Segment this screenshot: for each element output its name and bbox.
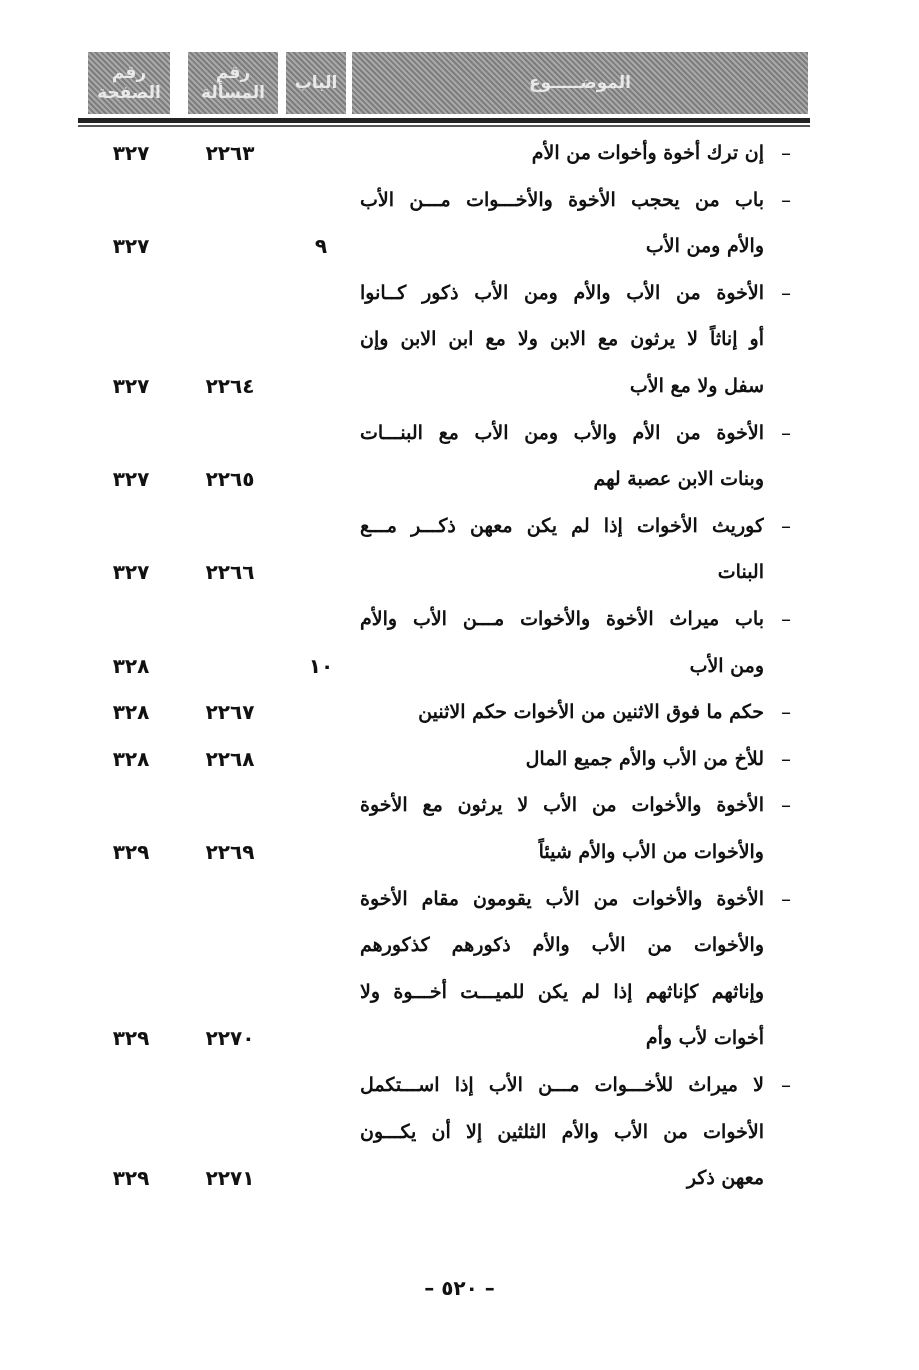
index-row [0,922,919,968]
entry-dash: – [781,607,791,631]
entry-page-number: ٣٢٨ [112,700,150,725]
entry-chapter-number [286,736,356,782]
index-row [0,1109,919,1155]
entry-page-number: ٣٢٧ [112,560,150,585]
entry-chapter-number [286,177,356,223]
entry-title: الأخوات من الأب والأم الثلثين إلا أن يكـــون [360,1120,764,1143]
entry-issue-number: ٢٢٧١ [205,1166,255,1191]
entry-title: سفل ولا مع الأب [629,375,764,397]
index-row [0,363,919,409]
entry-issue-number [190,1109,270,1155]
entry-page-number [96,177,166,223]
entry-dash: – [781,280,791,305]
entry-dash [772,549,800,595]
entry-issue-number: ٢٢٦٤ [205,374,255,398]
header-chapter [286,52,346,114]
entry-dash: – [781,420,791,445]
entry-title: الأخوة من الأم والأب ومن الأب مع البنـــات [360,421,764,444]
entry-title: الأخوة والأخوات من الأب لا يرثون مع الأخوة [360,794,764,817]
entry-chapter-number [286,410,356,456]
index-row [0,223,919,269]
index-row [0,782,919,828]
entry-dash: – [781,886,791,911]
index-row [0,1155,919,1201]
entry-dash [772,643,800,689]
entry-title: باب ميراث الأخوة والأخوات مـــن الأب والأم [360,608,764,630]
index-row [0,1015,919,1061]
entry-issue-number: ٢٢٦٧ [205,700,255,725]
entry-chapter-number [286,782,356,828]
entry-chapter-number [286,456,356,502]
entry-title: أو إناثاً لا يرثون مع الابن ولا مع ابن الابن وإن [360,328,764,351]
header-page-no [88,52,170,114]
header-issue-line1: رقم [215,63,251,83]
entry-page-number [96,876,166,922]
header-issue-line2: المسألة [201,83,265,103]
entry-page-number: ٣٢٧ [112,141,150,165]
entry-issue-number [190,969,270,1015]
index-row [0,1062,919,1108]
entry-dash: – [781,746,791,771]
index-row [0,643,919,689]
entry-page-number [96,922,166,968]
entry-issue-number [190,876,270,922]
index-row [0,829,919,875]
entry-title: للأخ من الأب والأم جميع المال [525,747,764,770]
entry-title: البنات [717,561,764,584]
entry-issue-number [190,596,270,642]
entry-issue-number [190,643,270,689]
entry-issue-number [190,503,270,549]
entry-issue-number: ٢٢٦٣ [205,141,255,165]
entry-dash: – [781,793,791,818]
entry-dash [772,1109,800,1155]
entry-page-number: ٣٢٩ [112,1026,150,1051]
entry-chapter-number [286,316,356,362]
index-row [0,270,919,316]
header-page-line2: الصفحة [97,83,161,103]
entry-chapter-number [286,922,356,968]
entry-page-number [96,270,166,316]
entry-issue-number [190,177,270,223]
entry-dash: – [781,513,791,538]
entry-title: معهن ذكر [686,1167,764,1190]
entry-chapter-number [286,689,356,735]
entry-dash [772,363,800,409]
entry-chapter-number [286,876,356,922]
index-row [0,503,919,549]
entry-title: والأخوات من الأب والأم شيئاً [538,841,764,863]
header-rule-thick [78,118,810,123]
index-row [0,736,919,782]
entry-chapter-number [286,363,356,409]
entry-page-number: ٣٢٧ [112,374,150,398]
entry-page-number: ٣٢٧ [112,467,150,492]
header-topic [352,52,808,114]
entry-chapter-number [286,1109,356,1155]
index-row [0,130,919,176]
entry-dash [772,829,800,875]
index-row [0,549,919,595]
entry-page-number: ٣٢٨ [112,746,150,771]
entry-title: حكم ما فوق الاثنين من الأخوات حكم الاثنين [418,701,764,724]
index-row [0,596,919,642]
entry-dash [772,1155,800,1201]
entry-page-number [96,503,166,549]
entry-issue-number: ٢٢٦٥ [205,467,255,492]
entry-page-number [96,782,166,828]
header-rule-thin [78,125,810,127]
entry-dash: – [781,187,791,212]
entry-chapter-number: ٩ [314,234,328,259]
index-row [0,177,919,223]
entry-dash [772,969,800,1015]
index-row [0,456,919,502]
entry-page-number: ٣٢٨ [112,653,150,678]
page-number: – ٥٢٠ – [424,1276,495,1300]
entry-dash [772,456,800,502]
entry-issue-number [190,922,270,968]
entry-issue-number [190,410,270,456]
entry-dash [772,316,800,362]
entry-dash [772,223,800,269]
entry-dash: – [781,1073,791,1097]
index-row [0,876,919,922]
entry-title: الأخوة والأخوات من الأب يقومون مقام الأخوة [360,887,764,910]
entry-issue-number: ٢٢٦٨ [205,746,255,771]
entry-chapter-number [286,130,356,176]
header-topic-label: الموضـــــوع [528,73,632,93]
entry-issue-number: ٢٢٧٠ [205,1026,255,1051]
entry-page-number [96,410,166,456]
entry-chapter-number [286,503,356,549]
entry-title: إن ترك أخوة وأخوات من الأم [531,142,764,164]
entry-chapter-number [286,1062,356,1108]
entry-issue-number: ٢٢٦٦ [205,560,255,585]
header-page-line1: رقم [111,63,147,83]
entry-dash [772,922,800,968]
entry-chapter-number [286,1015,356,1061]
entry-chapter-number [286,270,356,316]
header-chapter-label: الباب [294,73,338,93]
entry-title: الأخوة من الأب والأم ومن الأب ذكور كــانوا [360,281,764,304]
entry-chapter-number [286,1155,356,1201]
entry-issue-number [190,223,270,269]
entry-issue-number: ٢٢٦٩ [205,840,255,864]
entry-page-number [96,969,166,1015]
entry-page-number [96,1062,166,1108]
entry-issue-number [190,1062,270,1108]
entry-page-number: ٣٢٩ [112,1166,150,1191]
entry-title: لا ميراث للأخـــوات مـــن الأب إذا اســـتكمل [360,1074,764,1096]
entry-page-number: ٣٢٩ [112,840,150,864]
index-row [0,689,919,735]
entry-page-number: ٣٢٧ [112,234,150,259]
entry-chapter-number [286,829,356,875]
header-issue-no [188,52,278,114]
entry-issue-number [190,270,270,316]
entry-chapter-number [286,596,356,642]
index-row [0,316,919,362]
entry-title: كوريث الأخوات إذا لم يكن معهن ذكـــر مـــع [360,514,764,537]
entry-page-number [96,1109,166,1155]
entry-dash [772,1015,800,1061]
entry-issue-number [190,782,270,828]
entry-title: والأم ومن الأب [645,235,764,258]
entry-dash: – [781,141,791,165]
entry-title: باب من يحجب الأخوة والأخـــوات مـــن الأب [360,188,764,211]
entry-issue-number [190,316,270,362]
entry-title: وبنات الابن عصبة لهم [593,468,764,491]
index-row [0,969,919,1015]
entry-chapter-number [286,969,356,1015]
entry-title: أخوات لأب وأم [645,1027,764,1050]
entry-dash: – [781,700,791,725]
entry-title: وإناثهم كإناثهم إذا لم يكن للميـــت أخـــوة ولا [360,980,764,1003]
entry-chapter-number [286,549,356,595]
entry-title: ومن الأب [689,654,764,677]
entry-page-number [96,316,166,362]
index-row [0,410,919,456]
entry-chapter-number: ١٠ [308,653,334,678]
entry-title: والأخوات من الأب والأم ذكورهم كذكورهم [360,934,764,957]
entry-page-number [96,596,166,642]
